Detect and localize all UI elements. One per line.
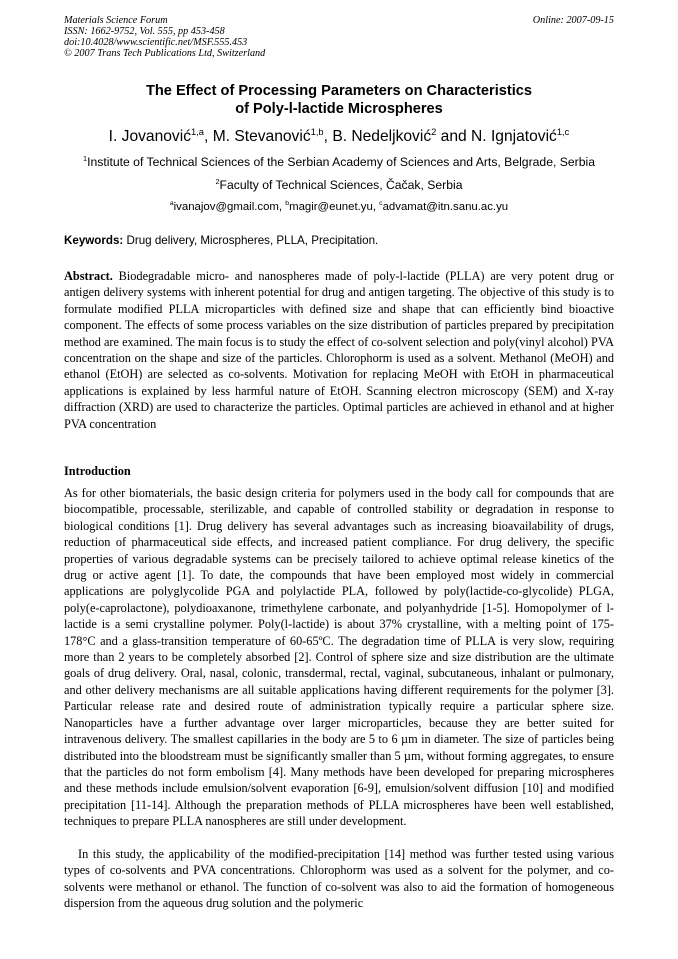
affiliation-mark: 1 <box>83 153 88 163</box>
author-name: M. Stevanović <box>212 128 311 145</box>
author-separator: and <box>436 128 472 145</box>
abstract-label: Abstract. <box>64 269 113 283</box>
email-link[interactable]: advamat@itn.sanu.ac.yu <box>382 201 509 213</box>
abstract <box>64 268 614 432</box>
email-separator: , <box>372 201 380 213</box>
title-line-1: The Effect of Processing Parameters on Characteristics <box>145 83 533 99</box>
author-affiliation-mark: 1,a <box>191 126 205 137</box>
intro-paragraph-2: In this study, the applicability of the modified-precipitation [14] method was further tested using various types of co-solvents and PVA concentrations. Chlorophorm was used as a solvent for the polymer, and co-solvents were methanol or ethanol. The function of co-solvent was also to aid the formation of homogeneous dispersion from the aqueous drug solution and the polymeric <box>64 847 614 911</box>
affiliation-text: Faculty of Technical Sciences, Čačak, Serbia <box>219 178 463 192</box>
author-name: I. Jovanović <box>108 128 191 145</box>
email-link[interactable]: magir@eunet.yu <box>289 201 373 213</box>
abstract-text: Biodegradable micro- and nanospheres made of poly-l-lactide (PLLA) are very potent drug or antigen delivery systems with inherent potential for drug and antigen targeting. The objective of this study is to formulate modified PLLA microparticles with defined size and shape that can efficiently bind bioactive component. The effects of some process variables on the size distribution of particles prepared by precipitation method are examined. The main focus is to study the effect of co-solvent selection and poly(vinyl alcohol) PVA concentration on the shape and size of the particles. Chlorophorm is used as a solvent. Methanol (MeOH) and ethanol (EtOH) are selected as co-solvents. Motivation for replacing MeOH with EtOH in pharmaceutical applications is explained by less harmful nature of EtOH. Scanning electron microscopy (SEM) and X-ray diffraction (XRD) are used to characterize the particles. Optimal particles are achieved in ethanol and at higher PVA concentration <box>64 269 614 431</box>
issn-line: ISSN: 1662-9752, Vol. 555, pp 453-458 <box>64 26 225 37</box>
intro-paragraph-1: As for other biomaterials, the basic design criteria for polymers used in the body call for compounds that are biocompatible, processable, sterilizable, and capable of controlled stability or degradation in response to biological conditions [1]. Drug delivery has several advantages such as increasing bioavailability of drugs, reduction of pharmaceutical side effects, and increased patient compliance. For drug delivery, the specific properties of various degradable systems can be precisely tailored to achieve optimal release kinetics of the drug or active agent [1]. To date, the compounds that have been employed most widely in commercial applications are polyglycolide PGA and polylactide PLA, followed by poly(lactide-co-glycolide) PLGA, poly(e-caprolactone), polydioaxanone, trimethylene carbonate, and polyanhydride [1-5]. Homopolymer of l-lactide is a semi crystalline polymer. Poly(l-lactide) is about 37% crystalline, with a melting point of 175-178°C and a glass-transition temperature of 60-65ºC. The degradation time of PLLA is very slow, requiring more than 2 years to be completely absorbed [2]. Control of sphere size and size distribution are the ultimate goals of drug delivery. Oral, nasal, colonic, transdermal, rectal, vaginal, subcutaneous, inhalant or pulmonary, and other delivery mechanisms are all suitable applications having different requirements for the polymer [3]. Particular release rate and desired route of administration typically require a particular sphere size. Nanoparticles have a further advantage over larger microparticles, because they are better suited for intravenous delivery. The smallest capillaries in the body are 5 to 6 µm in diameter. The size of particles being distributed into the bloodstream must be significantly smaller than 5 µm, without forming aggregates, to ensure that the particles do not form embolism [4]. Many methods have been developed for preparing microspheres and these methods include emulsion/solvent evaporation [6-9], emulsion/solvent diffusion [10] and modified precipitation [11-14]. Although the preparation methods of PLLA microspheres have been well established, techniques to prepare PLLA nanospheres are still under development. <box>64 486 614 829</box>
author-affiliation-mark: 2 <box>431 126 437 137</box>
keywords <box>64 234 378 248</box>
affiliation-2 <box>0 178 678 193</box>
author-name: B. Nedeljković <box>332 128 432 145</box>
intro-heading: Introduction <box>64 464 131 478</box>
keywords-label: Keywords: <box>64 234 124 247</box>
affiliation-text: Institute of Technical Sciences of the Serbian Academy of Sciences and Arts, Belgrade, Serbia <box>87 155 595 169</box>
email-mark: c <box>379 200 383 208</box>
title-line-2: of Poly-l-lactide Microspheres <box>235 101 443 117</box>
email-mark: a <box>169 200 174 208</box>
author-affiliation-mark: 1,b <box>310 126 324 137</box>
author-emails <box>0 200 678 214</box>
affiliation-1 <box>0 155 678 170</box>
journal-header <box>64 15 265 59</box>
copyright-line: © 2007 Trans Tech Publications Ltd, Switzerland <box>64 48 266 59</box>
author-separator: , <box>323 128 333 145</box>
author-list <box>0 128 678 146</box>
online-date: Online: 2007-09-15 <box>532 15 614 26</box>
journal-name: Materials Science Forum <box>64 15 168 26</box>
affiliation-mark: 2 <box>215 176 220 186</box>
doi-line: doi:10.4028/www.scientific.net/MSF.555.453 <box>64 37 248 48</box>
email-mark: b <box>285 200 290 208</box>
author-name: N. Ignjatović <box>471 128 557 145</box>
email-link[interactable]: ivanajov@gmail.com <box>173 201 279 213</box>
author-affiliation-mark: 1,c <box>556 126 570 137</box>
paper-title <box>0 82 678 118</box>
keywords-text: Drug delivery, Microspheres, PLLA, Precipitation. <box>123 234 379 247</box>
email-separator: , <box>278 201 286 213</box>
author-separator: , <box>204 128 213 145</box>
